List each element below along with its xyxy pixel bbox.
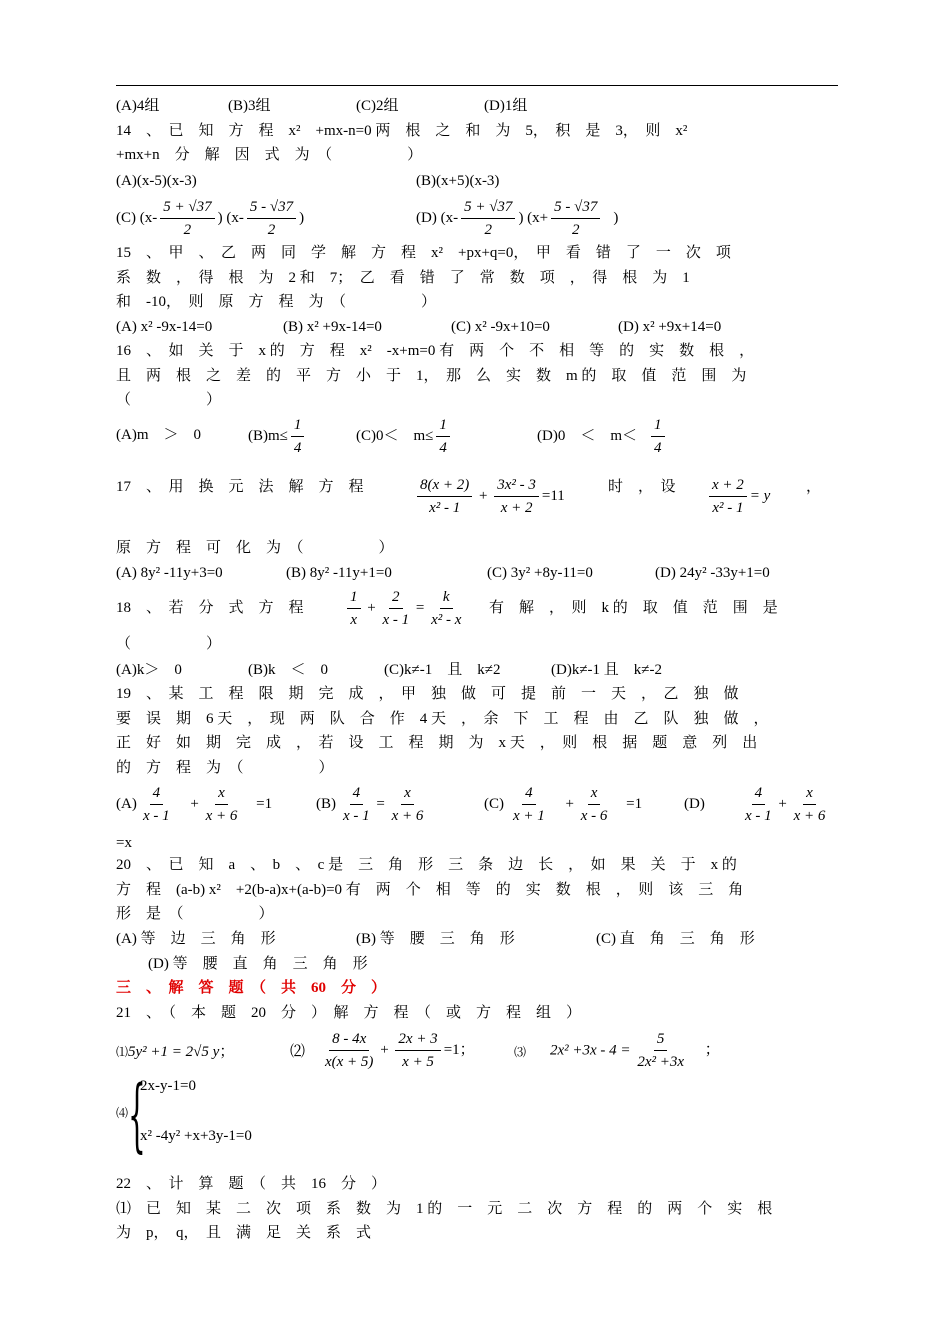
q21-part2: $\frac{8 - 4x}{x(x + 5)}$ + $\frac{2x + 3}{x + 5}$ =1； [325, 1031, 475, 1070]
section-3-heading: 三 、 解 答 题 （ 共 60 分 ） [116, 980, 387, 996]
q14-option-d: (D) (x- $\frac{5 + √37}{2}$ ) (x+ $\frac{5 - √37}{2}$ ) [416, 199, 619, 238]
q19-option-b: $\frac{4}{x - 1}$ = $\frac{x}{x + 6}$ [343, 785, 424, 824]
q20-stem-line3: 形 是 （ ） [116, 906, 274, 922]
q19-option-d: $\frac{4}{x - 1}$ + $\frac{x}{x + 6}$ [745, 785, 826, 824]
q19-option-a: $\frac{4}{x - 1}$ + $\frac{x}{x + 6}$ =1 [143, 785, 273, 824]
q17-comma: ， [806, 479, 822, 495]
q14-option-a: (A)(x-5)(x-3) [116, 173, 197, 189]
q19-option-a-label: (A) [116, 796, 137, 812]
q21-part2-label: ⑵ [290, 1044, 306, 1060]
q18-stem-post: 有 解 ， 则 k 的 取 值 范 围 是 [489, 600, 778, 616]
q21-part4-label: ⑷ [116, 1106, 129, 1120]
q18-option-a: (A)k＞ 0 [116, 662, 182, 678]
q22-part1-line2: 为 p， q， 且 满 足 关 系 式 [116, 1225, 372, 1241]
q15-option-b: (B) x² +9x-14=0 [283, 319, 382, 335]
q20-option-c: (C) 直 角 三 角 形 [596, 931, 755, 947]
q17-option-a: (A) 8y² -11y+3=0 [116, 565, 223, 581]
q19-stem-line2: 要 误 期 6 天 ， 现 两 队 合 作 4 天 ， 余 下 工 程 由 乙 队 独 做 ， [116, 711, 769, 727]
q16-stem-line1: 16 、 如 关 于 x 的 方 程 x² -x+m=0 有 两 个 不 相 等 的 实 数 根 ， [116, 343, 755, 359]
q21-stem: 21 、 （ 本 题 20 分 ） 解 方 程 （ 或 方 程 组 ） [116, 1005, 582, 1021]
q19-option-d-label: (D) [684, 796, 705, 812]
q15-option-a: (A) x² -9x-14=0 [116, 319, 213, 335]
q17-option-b: (B) 8y² -11y+1=0 [286, 565, 392, 581]
q13-option-a: (A)4组 [116, 98, 160, 114]
q22-part1-line1: ⑴ 已 知 某 二 次 项 系 数 为 1 的 一 元 二 次 方 程 的 两 个 实 根 [116, 1201, 773, 1217]
q14-option-c: (C) (x- $\frac{5 + √37}{2}$ ) (x- $\frac{5 - √37}{2}$ ) [116, 199, 305, 238]
q21-part3: 2x² +3x - 4 = $\frac{5}{\text{2x² +3x}}$ ； [550, 1031, 720, 1070]
q13-option-c: (C)2组 [356, 98, 399, 114]
q20-option-b: (B) 等 腰 三 角 形 [356, 931, 515, 947]
q22-stem: 22 、 计 算 题 （ 共 16 分 ） [116, 1176, 387, 1192]
q16-option-a: (A)m ＞ 0 [116, 427, 201, 443]
q21-part4-eq2: x² -4y² +x+3y-1=0 [140, 1128, 252, 1144]
q17-stem-pre: 17 、 用 换 元 法 解 方 程 [116, 479, 364, 495]
q14-stem-line2: +mx+n 分 解 因 式 为 （ ） [116, 147, 423, 163]
q16-stem-line3: （ ） [116, 392, 222, 408]
q20-option-d: (D) 等 腰 直 角 三 角 形 [148, 956, 368, 972]
q17-substitution: $\frac{x + 2}{\text{x² - 1}}$ = y [706, 476, 770, 517]
q16-stem-line2: 且 两 根 之 差 的 平 方 小 于 1， 那 么 实 数 m 的 取 值 范 围 为 [116, 368, 747, 384]
q19-stem-line3: 正 好 如 期 完 成 ， 若 设 工 程 期 为 x 天 ， 则 根 据 题 意 列 出 [116, 735, 758, 751]
q19-stem-line4: 的 方 程 为 （ ） [116, 760, 334, 776]
q17-option-d: (D) 24y² -33y+1=0 [655, 565, 770, 581]
q19-option-d-rhs: =x [116, 835, 132, 851]
q19-option-c: $\frac{4}{x + 1}$ + $\frac{x}{x - 6}$ =1 [513, 785, 643, 824]
q15-option-d: (D) x² +9x+14=0 [618, 319, 722, 335]
header-rule [116, 85, 838, 86]
q18-stem-pre: 18 、 若 分 式 方 程 [116, 600, 304, 616]
q16-option-b: (B)m≤ $\frac{1}{4}$ [248, 416, 307, 457]
q17-option-c: (C) 3y² +8y-11=0 [487, 565, 593, 581]
q19-option-c-label: (C) [484, 796, 504, 812]
q14-stem-line1: 14 、 已 知 方 程 x² +mx-n=0 两 根 之 和 为 5， 积 是 3， 则 x² [116, 123, 688, 139]
q18-option-d: (D)k≠-1 且 k≠-2 [551, 662, 663, 678]
q14-option-b: (B)(x+5)(x-3) [416, 173, 500, 189]
q13-option-d: (D)1组 [484, 98, 528, 114]
left-brace-icon: { [128, 1068, 146, 1161]
q21-part3-label: ⑶ [514, 1045, 527, 1059]
q19-option-b-label: (B) [316, 796, 336, 812]
q18-stem-line2: （ ） [116, 636, 222, 652]
q17-stem-line2: 原 方 程 可 化 为 （ ） [116, 540, 394, 556]
q21-part1: ⑴5y² +1 = 2√5 y； [116, 1044, 235, 1060]
q13-option-b: (B)3组 [228, 98, 271, 114]
q17-equation: $\frac{8(x + 2)}{\text{x² - 1}}$ + $\frac{\text{3x² - 3}}{x + 2}$ =11 [414, 476, 565, 517]
q15-option-c: (C) x² -9x+10=0 [451, 319, 550, 335]
q18-option-c: (C)k≠-1 且 k≠2 [384, 662, 501, 678]
q18-equation: $\frac{1}{x}$ + $\frac{2}{x - 1}$ = $\frac{k}{\text{x² - x}}$ [344, 588, 464, 629]
q20-option-a: (A) 等 边 三 角 形 [116, 931, 276, 947]
q17-when: 时 ， 设 [608, 479, 676, 495]
q20-stem-line2: 方 程 (a-b) x² +2(b-a)x+(a-b)=0 有 两 个 相 等 的 实 数 根 ， 则 该 三 角 [116, 882, 744, 898]
q15-stem-line2: 系 数 ， 得 根 为 2 和 7； 乙 看 错 了 常 数 项 ， 得 根 为 1 [116, 270, 690, 286]
q16-option-d: (D)0 ＜ m＜ $\frac{1}{4}$ [537, 416, 668, 457]
q15-stem-line1: 15 、 甲 、 乙 两 同 学 解 方 程 x² +px+q=0， 甲 看 错 了 一 次 项 [116, 245, 731, 261]
q19-stem-line1: 19 、 某 工 程 限 期 完 成 ， 甲 独 做 可 提 前 一 天 ， 乙 独 做 [116, 686, 739, 702]
q16-option-c: (C)0＜ m≤ $\frac{1}{4}$ [356, 416, 453, 457]
q20-stem-line1: 20 、 已 知 a 、 b 、 c 是 三 角 形 三 条 边 长 ， 如 果 关 于 x 的 [116, 857, 737, 873]
q21-part4-eq1: 2x-y-1=0 [140, 1078, 196, 1094]
q18-option-b: (B)k ＜ 0 [248, 662, 328, 678]
q15-stem-line3: 和 -10， 则 原 方 程 为 （ ） [116, 294, 436, 310]
